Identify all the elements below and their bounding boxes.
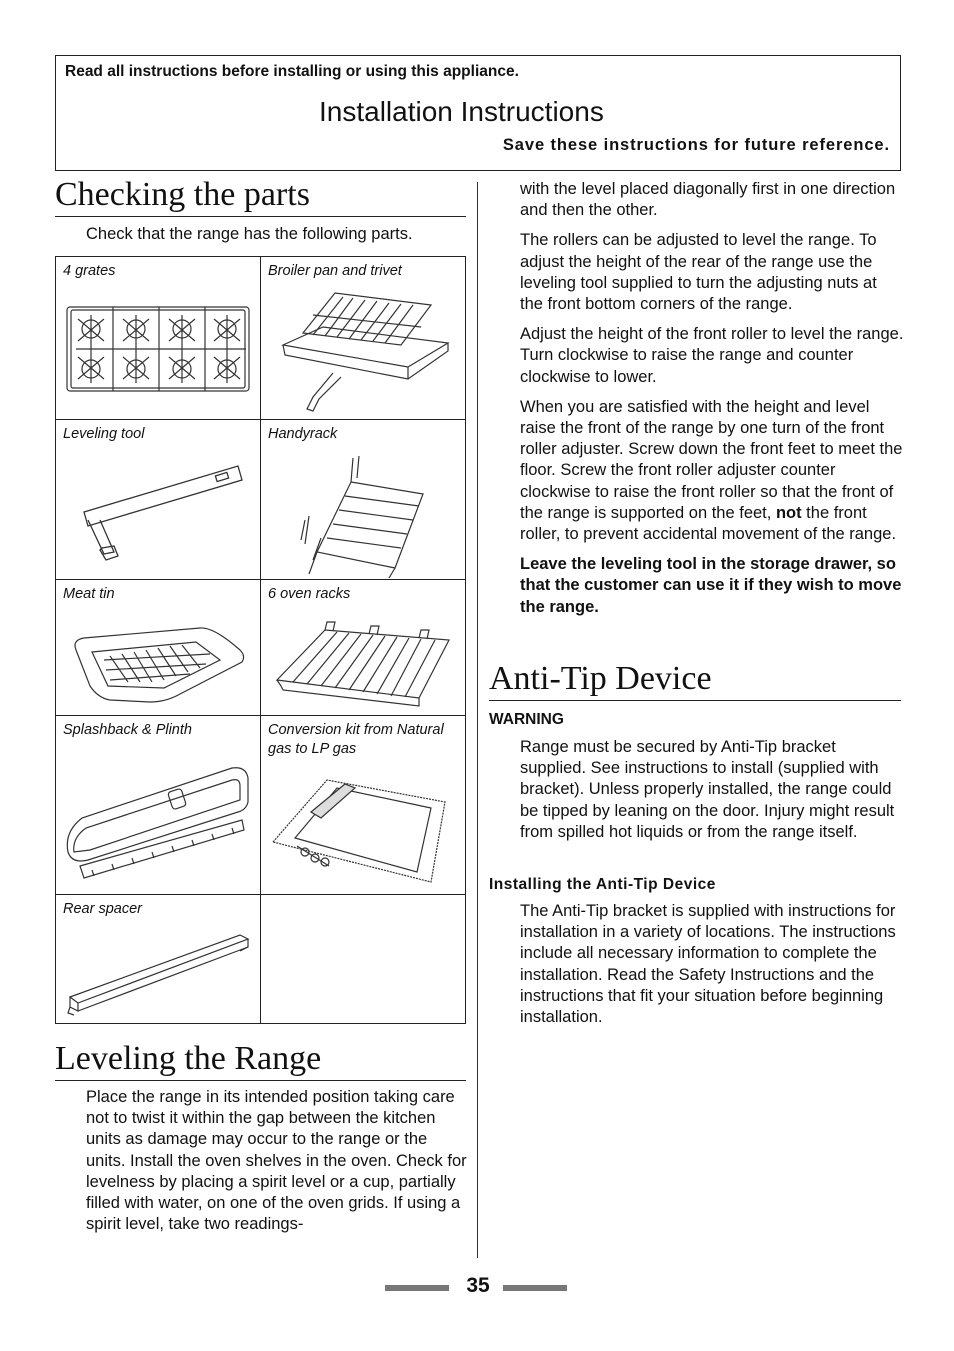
part-label: Conversion kit from Natural gas to LP gas [268, 722, 444, 757]
handyrack-illustration [295, 448, 445, 578]
part-label: Rear spacer [63, 901, 142, 917]
checking-heading: Checking the parts [55, 176, 466, 217]
part-cell-leveling-tool [56, 420, 261, 580]
part-cell-conversion-kit [261, 716, 466, 895]
leveling-para-1: Place the range in its intended position taking care not to twist it within the gap between the kitchen units as damage may occur to the range or the units. Install the oven shelves in the oven. Check for levelness by placing a spirit level or a cup, partially filled with water, on one of the oven grids. If using a spirit level, take two readings- [86, 1088, 467, 1234]
warning-label: WARNING [489, 711, 564, 728]
page-title: Installation Instructions [319, 96, 604, 127]
rear-spacer-illustration [64, 927, 254, 1017]
page-bar-left [385, 1285, 449, 1291]
part-label: Splashback & Plinth [63, 722, 192, 738]
splashback-plinth-illustration [62, 762, 252, 892]
leveling-heading: Leveling the Range [55, 1040, 466, 1081]
save-notice: Save these instructions for future reference. [502, 136, 890, 154]
grates-illustration [64, 301, 254, 401]
part-cell-splashback [56, 716, 261, 895]
leveling-para-1-cont: with the level placed diagonally first in one direction and then the other. [520, 180, 896, 220]
warning-text: Range must be secured by Anti-Tip bracket supplied. See instructions to install (supplied with bracket). Unless properly installed, the range could be tipped by leaning on the door. Injury might result from spilled hot liquids or from the range itself. [520, 738, 895, 841]
part-label: Broiler pan and trivet [268, 263, 402, 279]
part-cell-meat-tin [56, 580, 261, 716]
part-cell-rear-spacer [56, 895, 261, 1023]
read-notice: Read all instructions before installing or using this appliance. [65, 63, 519, 80]
header-box [55, 55, 901, 171]
page-bar-right [503, 1285, 567, 1291]
page-number: 35 [466, 1274, 490, 1297]
part-cell-oven-racks [261, 580, 466, 716]
meat-tin-illustration [70, 610, 250, 710]
part-cell-broiler [261, 257, 466, 420]
leveling-para-3: Adjust the height of the front roller to level the range. Turn clockwise to raise the range and counter clockwise to lower. [520, 325, 904, 386]
part-cell-grates [56, 257, 261, 420]
part-label: Handyrack [268, 426, 338, 442]
oven-racks-illustration [269, 616, 459, 716]
leveling-para-4: When you are satisfied with the height and level raise the front of the range by one turn of the front roller adjuster. Screw down the front feet to meet the floor. Screw the front roller adjuster counter clockwise to raise the front roller so that the front of the range is supported on the feet, not the front roller, to prevent accidental movement of the range. [520, 397, 903, 544]
leveling-right-column [520, 179, 904, 627]
leveling-para-2: The rollers can be adjusted to level the range. To adjust the height of the rear of the range use the leveling tool supplied to turn the adjusting nuts at the front bottom corners of the range. [520, 231, 877, 314]
leveling-para-5: Leave the leveling tool in the storage drawer, so that the customer can use it if they wish to move the range. [520, 555, 902, 616]
column-divider [477, 182, 478, 1258]
part-cell-handyrack [261, 420, 466, 580]
checking-intro: Check that the range has the following parts. [86, 225, 413, 243]
antitip-heading: Anti-Tip Device [489, 660, 901, 701]
part-label: Meat tin [63, 586, 115, 602]
install-text: The Anti-Tip bracket is supplied with instructions for installation in a variety of locations. The instructions include all necessary information to complete the installation. Read the Safety Instructions and the instructions that fit your situation before beginning installation. [520, 902, 896, 1027]
part-label: Leveling tool [63, 426, 145, 442]
part-label: 6 oven racks [268, 586, 351, 602]
part-cell-empty [261, 895, 466, 1023]
broiler-pan-illustration [273, 285, 453, 415]
parts-table [55, 256, 466, 1024]
leveling-tool-illustration [70, 460, 250, 570]
part-label: 4 grates [63, 263, 116, 279]
conversion-kit-illustration [267, 772, 457, 892]
installing-subheading: Installing the Anti-Tip Device [489, 876, 716, 893]
